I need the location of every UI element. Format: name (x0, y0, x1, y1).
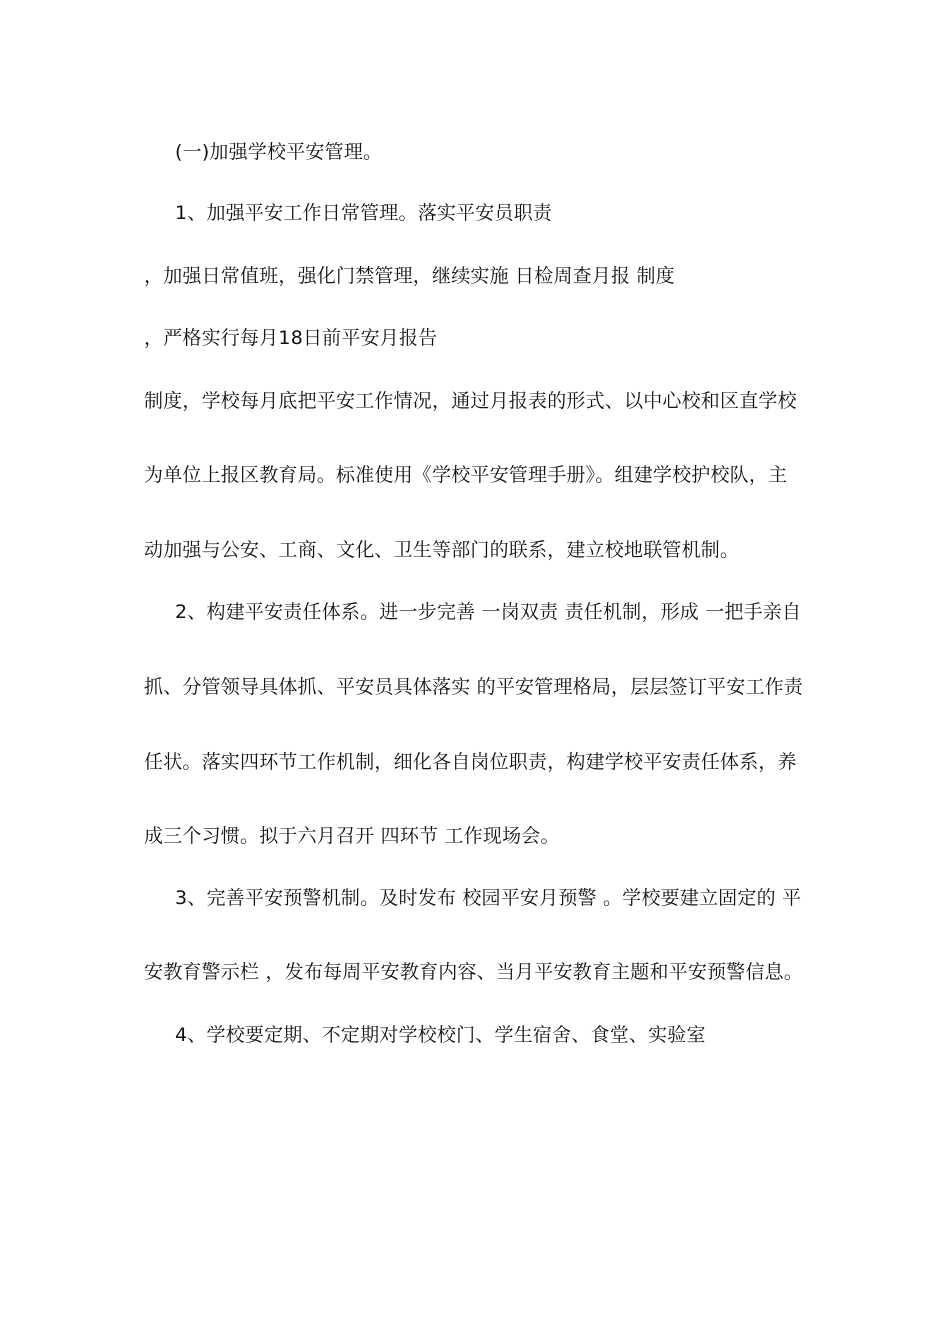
paragraph-line: 1、加强平安工作日常管理。落实平安员职责 (175, 202, 553, 224)
paragraph-line: 任状。落实四环节工作机制，细化各自岗位职责，构建学校平安责任体系，养 (144, 751, 797, 773)
paragraph-line: 安教育警示栏 ，发布每周平安教育内容、当月平安教育主题和平安预警信息。 (144, 961, 804, 983)
paragraph-line: 3、完善平安预警机制。及时发布 校园平安月预警 。学校要建立固定的 平 (175, 887, 802, 909)
paragraph-line: 2、构建平安责任体系。进一步完善 一岗双责 责任机制，形成 一把手亲自 (175, 601, 802, 623)
paragraph-line: 动加强与公安、工商、文化、卫生等部门的联系，建立校地联管机制。 (144, 539, 740, 561)
paragraph-line: ，严格实行每月18日前平安月报告 (144, 327, 438, 349)
paragraph-line: 成三个习惯。拟于六月召开 四环节 工作现场会。 (144, 825, 560, 847)
section-heading: (一)加强学校平安管理。 (175, 141, 383, 163)
paragraph-line: 抓、分管领导具体抓、平安员具体落实 的平安管理格局，层层签订平安工作责 (144, 676, 804, 698)
paragraph-line: 为单位上报区教育局。标准使用《学校平安管理手册》。组建学校护校队，主 (144, 464, 788, 486)
paragraph-line: 制度，学校每月底把平安工作情况，通过月报表的形式、以中心校和区直学校 (144, 390, 797, 412)
paragraph-line: 4、学校要定期、不定期对学校校门、学生宿舍、食堂、实验室 (175, 1024, 706, 1046)
paragraph-line: ，加强日常值班，强化门禁管理，继续实施 日检周查月报 制度 (144, 265, 675, 287)
